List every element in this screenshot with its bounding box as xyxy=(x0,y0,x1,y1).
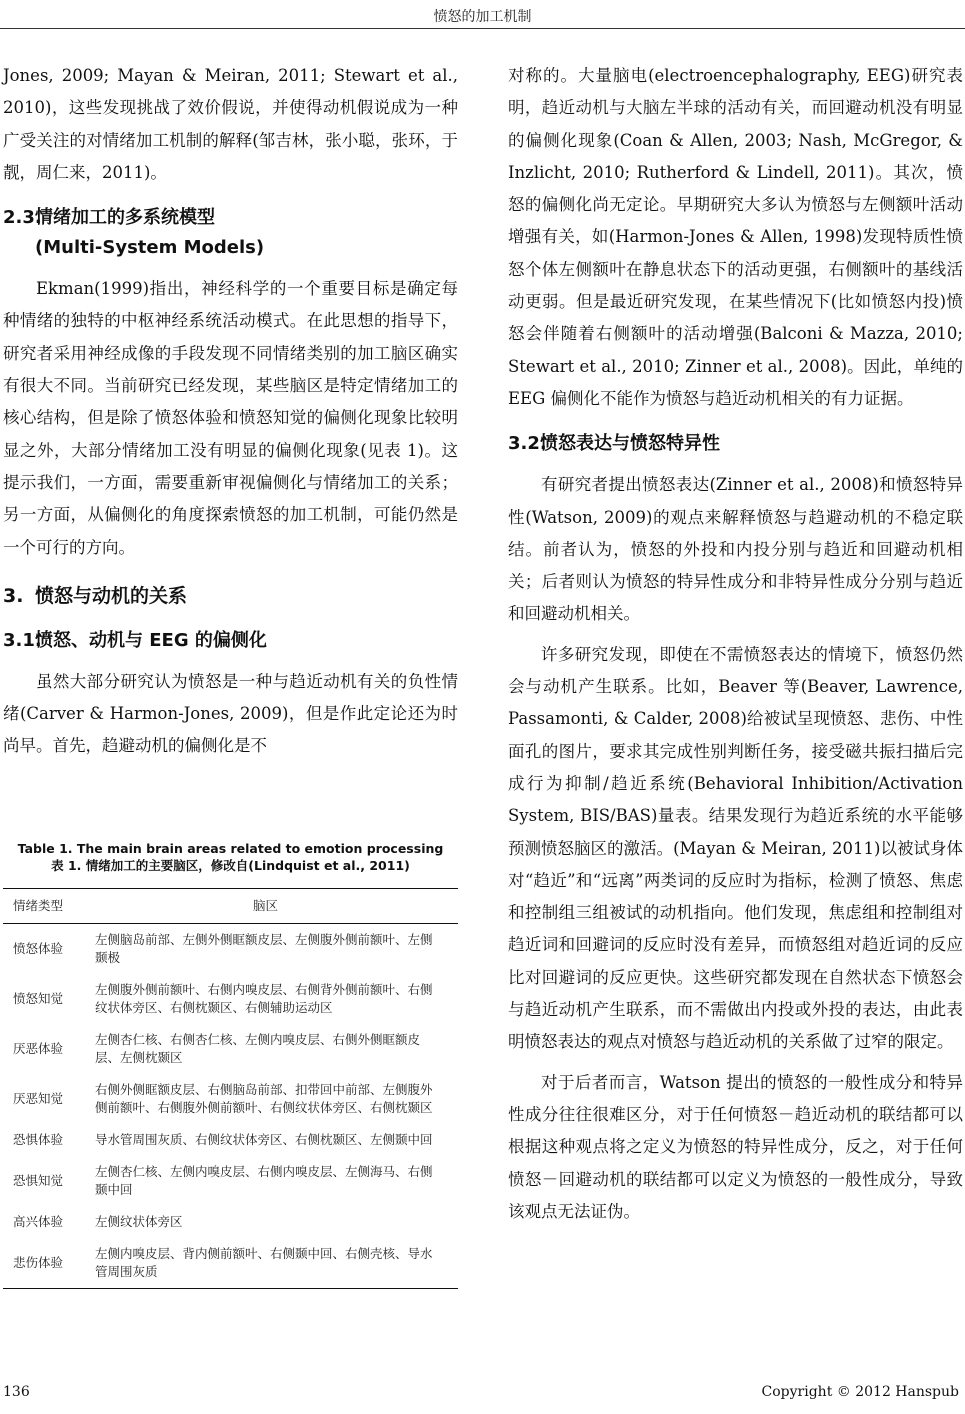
table-row xyxy=(3,1124,458,1156)
section-3-1-number: 3.1. xyxy=(3,629,42,651)
table-row xyxy=(3,1206,458,1238)
column-header-type: 情绪类型 xyxy=(3,889,73,924)
page-number: 136 xyxy=(3,1384,30,1400)
section-3-2-title: 愤怒表达与愤怒特异性 xyxy=(540,433,720,455)
brain-region: 左侧杏仁核、左侧内嗅皮层、右侧内嗅皮层、左侧海马、右侧颞中回 xyxy=(95,1164,433,1197)
column-header-region: 脑区 xyxy=(73,889,458,924)
right-paragraph-2: 有研究者提出愤怒表达(Zinner et al., 2008)和愤怒特异性(Watson, 2009)的观点来解释愤怒与趋避动机的不稳定联结。前者认为，愤怒的外投和内投分别与趋近和回避动机相关；后者则认为愤怒的特异性成分和非特异性成分分别与趋近和回避动机相关。 xyxy=(508,475,963,624)
section-3-title: 愤怒与动机的关系 xyxy=(35,584,188,607)
right-paragraph-4: 对于后者而言，Watson 提出的愤怒的一般性成分和特异性成分往往很难区分，对于任何愤怒－趋近动机的联结都可以根据这种观点将之定义为愤怒的特异性成分，反之，对于任何愤怒－回避动机的联结都可以定义为愤怒的一般性成分，导致该观点无法证伪。 xyxy=(508,1072,963,1221)
left-paragraph-1: Jones, 2009; Mayan & Meiran, 2011; Stewart et al., 2010)，这些发现挑战了效价假说，并使得动机假说成为一种广受关注的对情绪加工机制的解释(邹吉林，张小聪，张环，于靓，周仁来，2011)。 xyxy=(3,66,458,182)
section-3-heading xyxy=(3,582,458,610)
section-2-3-title: 情绪加工的多系统模型 xyxy=(35,207,215,229)
emotion-type: 愤怒体验 xyxy=(13,941,64,956)
section-3-1-title: 愤怒、动机与 EEG 的偏侧化 xyxy=(35,629,267,651)
emotion-type: 愤怒知觉 xyxy=(13,991,64,1006)
table-header-row xyxy=(3,889,458,924)
running-head-title: 愤怒的加工机制 xyxy=(433,9,532,25)
brain-region: 右侧外侧眶额皮层、右侧脑岛前部、扣带回中前部、左侧腹外侧前额叶、右侧腹外侧前额叶、右侧纹状体旁区、右侧枕颞区 xyxy=(95,1082,433,1115)
left-paragraph-3: 虽然大部分研究认为愤怒是一种与趋近动机有关的负性情绪(Carver & Harmon-Jones, 2009)，但是作此定论还为时尚早。首先，趋避动机的偏侧化是不 xyxy=(3,671,458,756)
table-row xyxy=(3,1074,458,1124)
brain-region: 左侧腹外侧前额叶、右侧内嗅皮层、右侧背外侧前额叶、右侧纹状体旁区、右侧枕颞区、右侧辅助运动区 xyxy=(95,982,433,1015)
table-row xyxy=(3,1238,458,1289)
table-caption-en: Table 1. The main brain areas related to emotion processing xyxy=(17,841,444,856)
brain-region: 左侧杏仁核、右侧杏仁核、左侧内嗅皮层、右侧外侧眶额皮层、左侧枕颞区 xyxy=(95,1032,421,1065)
brain-areas-table xyxy=(3,888,458,1289)
section-3-number: 3. xyxy=(3,584,24,607)
section-2-3-subtitle: (Multi-System Models) xyxy=(35,237,265,259)
emotion-type: 厌恶体验 xyxy=(13,1041,64,1056)
table-caption-zh: 表 1. 情绪加工的主要脑区，修改自(Lindquist et al., 2011) xyxy=(51,858,410,873)
section-2-3-number: 2.3. xyxy=(3,207,42,229)
left-paragraph-2: Ekman(1999)指出，神经科学的一个重要目标是确定每种情绪的独特的中枢神经系统活动模式。在此思想的指导下，研究者采用神经成像的手段发现不同情绪类别的加工脑区确实有很大不同。当前研究已经发现，某些脑区是特定情绪加工的核心结构，但是除了愤怒体验和愤怒知觉的偏侧化现象比较明显之外，大部分情绪加工没有明显的偏侧化现象(见表 1)。这提示我们，一方面，需要重新审视偏侧化与情绪加工的关系；另一方面，从偏侧化的角度探索愤怒的加工机制，可能仍然是一个可行的方向。 xyxy=(3,279,458,557)
brain-region: 左侧内嗅皮层、背内侧前额叶、右侧颞中回、右侧壳核、导水管周围灰质 xyxy=(95,1246,433,1279)
right-paragraph-3: 许多研究发现，即使在不需愤怒表达的情境下，愤怒仍然会与动机产生联系。比如，Beaver 等(Beaver, Lawrence, Passamonti, & Calder, 2008)给被试呈现愤怒、悲伤、中性面孔的图片，要求其完成性别判断任务，接受磁共振扫描后完成行为抑制/趋近系统(Behavioral Inhibition/Activation System, BIS/BAS)量表。结果发现行为趋近系统的水平能够预测愤怒脑区的激活。(Mayan & Meiran, 2011)以被试身体对“趋近”和“远离”两类词的反应时为指标，检测了愤怒、焦虑和控制组三组被试的动机指向。他们发现，焦虑组和控制组对趋近词和回避词的反应时没有差异，而愤怒组对趋近词的反应比对回避词的反应更快。这些研究都发现在自然状态下愤怒会与趋近动机产生联系，而不需做出内投或外投的表达，由此表明愤怒表达的观点对愤怒与趋近动机的关系做了过窄的限定。 xyxy=(508,644,963,1052)
table-row xyxy=(3,924,458,975)
section-3-2-heading xyxy=(508,429,963,459)
table-1 xyxy=(3,840,458,1289)
emotion-type: 恐惧体验 xyxy=(13,1132,64,1147)
left-column xyxy=(3,60,458,763)
copyright-notice: Copyright © 2012 Hanspub xyxy=(761,1384,959,1400)
table-row xyxy=(3,974,458,1024)
brain-region: 左侧纹状体旁区 xyxy=(95,1214,183,1229)
right-paragraph-1: 对称的。大量脑电(electroencephalography, EEG)研究表明，趋近动机与大脑左半球的活动有关，而回避动机没有明显的偏侧化现象(Coan & Allen, 2003; Nash, McGregor, & Inzlicht, 2010; Rutherford & Lindell, 2011)。其次，愤怒的偏侧化尚无定论。早期研究大多认为愤怒与左侧额叶活动增强有关，如(Harmon-Jones & Allen, 1998)发现特质性愤怒个体左侧额叶在静息状态下的活动更强，右侧额叶的基线活动更弱。但是最近研究发现，在某些情况下(比如愤怒内投)愤怒会伴随着右侧额叶的活动增强(Balconi & Mazza, 2010; Stewart et al., 2010; Zinner et al., 2008)。因此，单纯的 EEG 偏侧化不能作为愤怒与趋近动机相关的有力证据。 xyxy=(508,66,963,408)
emotion-type: 高兴体验 xyxy=(13,1214,64,1229)
emotion-type: 悲伤体验 xyxy=(13,1255,64,1270)
emotion-type: 恐惧知觉 xyxy=(13,1173,64,1188)
section-3-1-heading xyxy=(3,626,458,656)
table-row xyxy=(3,1024,458,1074)
right-column xyxy=(508,60,963,1228)
table-row xyxy=(3,1156,458,1206)
brain-region: 导水管周围灰质、右侧纹状体旁区、右侧枕颞区、左侧颞中回 xyxy=(95,1132,433,1147)
brain-region: 左侧脑岛前部、左侧外侧眶额皮层、左侧腹外侧前额叶、左侧颞极 xyxy=(95,932,433,965)
section-3-2-number: 3.2. xyxy=(508,433,547,455)
section-2-3-heading xyxy=(3,203,458,263)
header-rule xyxy=(0,28,965,29)
emotion-type: 厌恶知觉 xyxy=(13,1091,64,1106)
